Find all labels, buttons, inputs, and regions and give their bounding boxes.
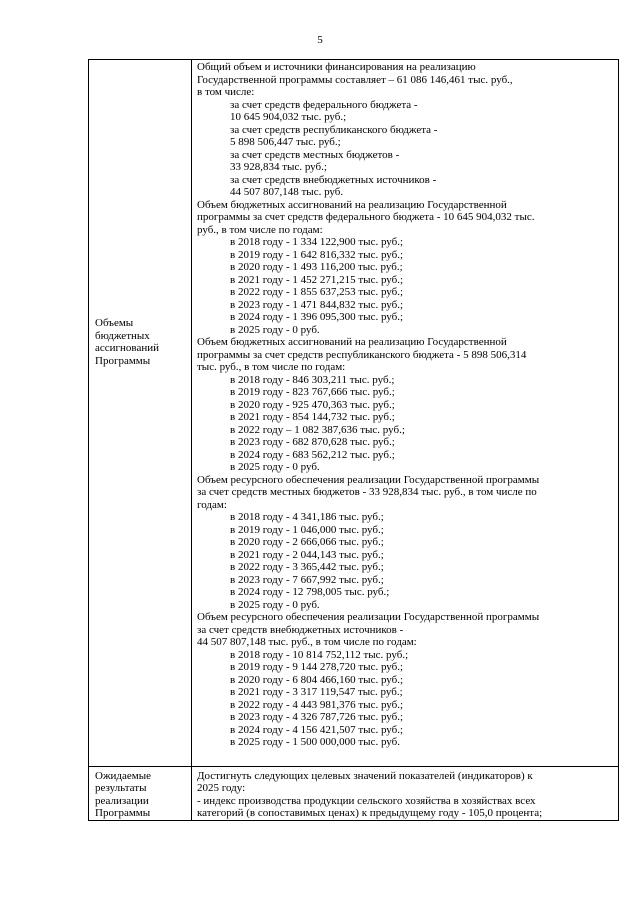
- text-line: Общий объем и источники финансирования на реализацию: [197, 61, 476, 73]
- results-label: [89, 767, 191, 820]
- year-line: в 2025 году - 0 руб.: [230, 323, 320, 336]
- passport-table: [88, 59, 619, 821]
- year-line: в 2020 году - 1 493 116,200 тыс. руб.;: [230, 261, 403, 273]
- year-line: в 2020 году - 6 804 466,160 тыс. руб.;: [230, 673, 404, 686]
- year-line: в 2021 году - 1 452 271,215 тыс. руб.;: [230, 273, 404, 286]
- local-section: [192, 474, 618, 612]
- text-line: за счет средств внебюджетных источников -: [230, 173, 437, 186]
- year-line: в 2019 году - 9 144 278,720 тыс. руб.;: [230, 661, 404, 673]
- text-line: 44 507 807,148 тыс. руб., в том числе по годам:: [197, 636, 417, 648]
- sources-list: [192, 99, 618, 199]
- page-number: 5: [317, 34, 323, 46]
- table-row: [89, 60, 619, 767]
- year-line: в 2022 году - 1 855 637,253 тыс. руб.;: [230, 286, 404, 298]
- budget-label: [89, 60, 191, 367]
- text-line: Государственной программы составляет – 61 086 146,461 тыс. руб.,: [197, 73, 513, 86]
- results-content-cell: [192, 766, 619, 820]
- text-line: руб., в том числе по годам:: [197, 223, 323, 236]
- year-line: в 2023 году - 1 471 844,832 тыс. руб.;: [230, 298, 404, 311]
- text-line: - индекс производства продукции сельского хозяйства в хозяйствах всех: [197, 794, 536, 807]
- year-line: в 2019 году - 1 046,000 тыс. руб.;: [230, 523, 384, 536]
- year-line: в 2023 году - 4 326 787,726 тыс. руб.;: [230, 711, 404, 723]
- budget-label-cell: [89, 60, 192, 767]
- text-line: за счет средств внебюджетных источников -: [197, 623, 404, 636]
- year-line: в 2019 году - 823 767,666 тыс. руб.;: [230, 386, 395, 398]
- budget-content-cell: [192, 60, 619, 767]
- year-line: в 2021 году - 3 317 119,547 тыс. руб.;: [230, 686, 403, 698]
- text-line: тыс. руб., в том числе по годам:: [197, 361, 346, 373]
- results-label-cell: [89, 766, 192, 820]
- label-line: Программы: [95, 807, 151, 819]
- year-line: в 2022 году – 1 082 387,636 тыс. руб.;: [230, 423, 405, 436]
- text-line: Объем ресурсного обеспечения реализации Государственной программы: [197, 473, 540, 486]
- text-line: 5 898 506,447 тыс. руб.;: [230, 136, 341, 148]
- year-line: в 2018 году - 4 341,186 тыс. руб.;: [230, 511, 384, 523]
- year-line: в 2025 году - 1 500 000,000 тыс. руб.: [230, 736, 401, 748]
- text-line: за счет средств местных бюджетов - 33 928,834 тыс. руб., в том числе по: [197, 486, 537, 498]
- text-line: в том числе:: [197, 86, 255, 98]
- year-line: в 2023 году - 7 667,992 тыс. руб.;: [230, 573, 384, 586]
- label-line: Программы: [95, 354, 151, 367]
- year-line: в 2023 году - 682 870,628 тыс. руб.;: [230, 436, 395, 448]
- total-financing: [192, 60, 618, 99]
- text-line: Достигнуть следующих целевых значений показателей (индикаторов) к: [197, 769, 533, 782]
- text-line: за счет средств федерального бюджета -: [230, 98, 418, 111]
- year-line: в 2020 году - 925 470,363 тыс. руб.;: [230, 398, 395, 411]
- year-line: в 2022 году - 3 365,442 тыс. руб.;: [230, 561, 384, 573]
- year-line: в 2024 году - 1 396 095,300 тыс. руб.;: [230, 311, 404, 323]
- year-line: в 2021 году - 854 144,732 тыс. руб.;: [230, 411, 395, 423]
- text-line: Объем бюджетных ассигнований на реализацию Государственной: [197, 336, 507, 348]
- year-line: в 2018 году - 1 334 122,900 тыс. руб.;: [230, 236, 404, 248]
- text-line: 2025 году:: [197, 782, 246, 794]
- text-line: программы за счет средств республиканского бюджета - 5 898 506,314: [197, 348, 527, 361]
- year-line: в 2020 году - 2 666,066 тыс. руб.;: [230, 536, 384, 548]
- label-line: Объемы: [95, 317, 134, 329]
- year-line: в 2025 году - 0 руб.: [230, 598, 320, 611]
- year-line: в 2019 году - 1 642 816,332 тыс. руб.;: [230, 248, 404, 261]
- year-line: в 2025 году - 0 руб.: [230, 461, 320, 473]
- year-line: в 2018 году - 846 303,211 тыс. руб.;: [230, 373, 395, 386]
- table-row: [89, 766, 619, 820]
- label-line: результаты: [95, 782, 147, 794]
- text-line: 44 507 807,148 тыс. руб.: [230, 186, 344, 198]
- year-line: в 2024 году - 4 156 421,507 тыс. руб.;: [230, 723, 404, 736]
- text-line: за счет средств республиканского бюджета -: [230, 123, 438, 136]
- text-line: годам:: [197, 498, 227, 511]
- text-line: 10 645 904,032 тыс. руб.;: [230, 111, 347, 123]
- label-line: реализации: [95, 794, 149, 807]
- year-line: в 2018 году - 10 814 752,112 тыс. руб.;: [230, 648, 409, 661]
- expected-results: [192, 767, 618, 820]
- extrabudget-section: [192, 611, 618, 766]
- label-line: бюджетных: [95, 329, 150, 342]
- text-line: 33 928,834 тыс. руб.;: [230, 161, 327, 173]
- republic-section: [192, 336, 618, 474]
- year-line: в 2024 году - 12 798,005 тыс. руб.;: [230, 586, 390, 598]
- text-line: программы за счет средств федерального бюджета - 10 645 904,032 тыс.: [197, 211, 535, 223]
- text-line: Объем бюджетных ассигнований на реализацию Государственной: [197, 198, 507, 211]
- label-line: Ожидаемые: [95, 769, 152, 782]
- year-line: в 2024 году - 683 562,212 тыс. руб.;: [230, 448, 395, 461]
- text-line: за счет средств местных бюджетов -: [230, 148, 400, 161]
- label-line: ассигнований: [95, 342, 160, 354]
- year-line: в 2021 году - 2 044,143 тыс. руб.;: [230, 548, 384, 561]
- federal-section: [192, 199, 618, 337]
- text-line: Объем ресурсного обеспечения реализации Государственной программы: [197, 611, 540, 623]
- year-line: в 2022 году - 4 443 981,376 тыс. руб.;: [230, 698, 404, 711]
- text-line: категорий (в сопоставимых ценах) к предыдущему году - 105,0 процента;: [197, 807, 543, 819]
